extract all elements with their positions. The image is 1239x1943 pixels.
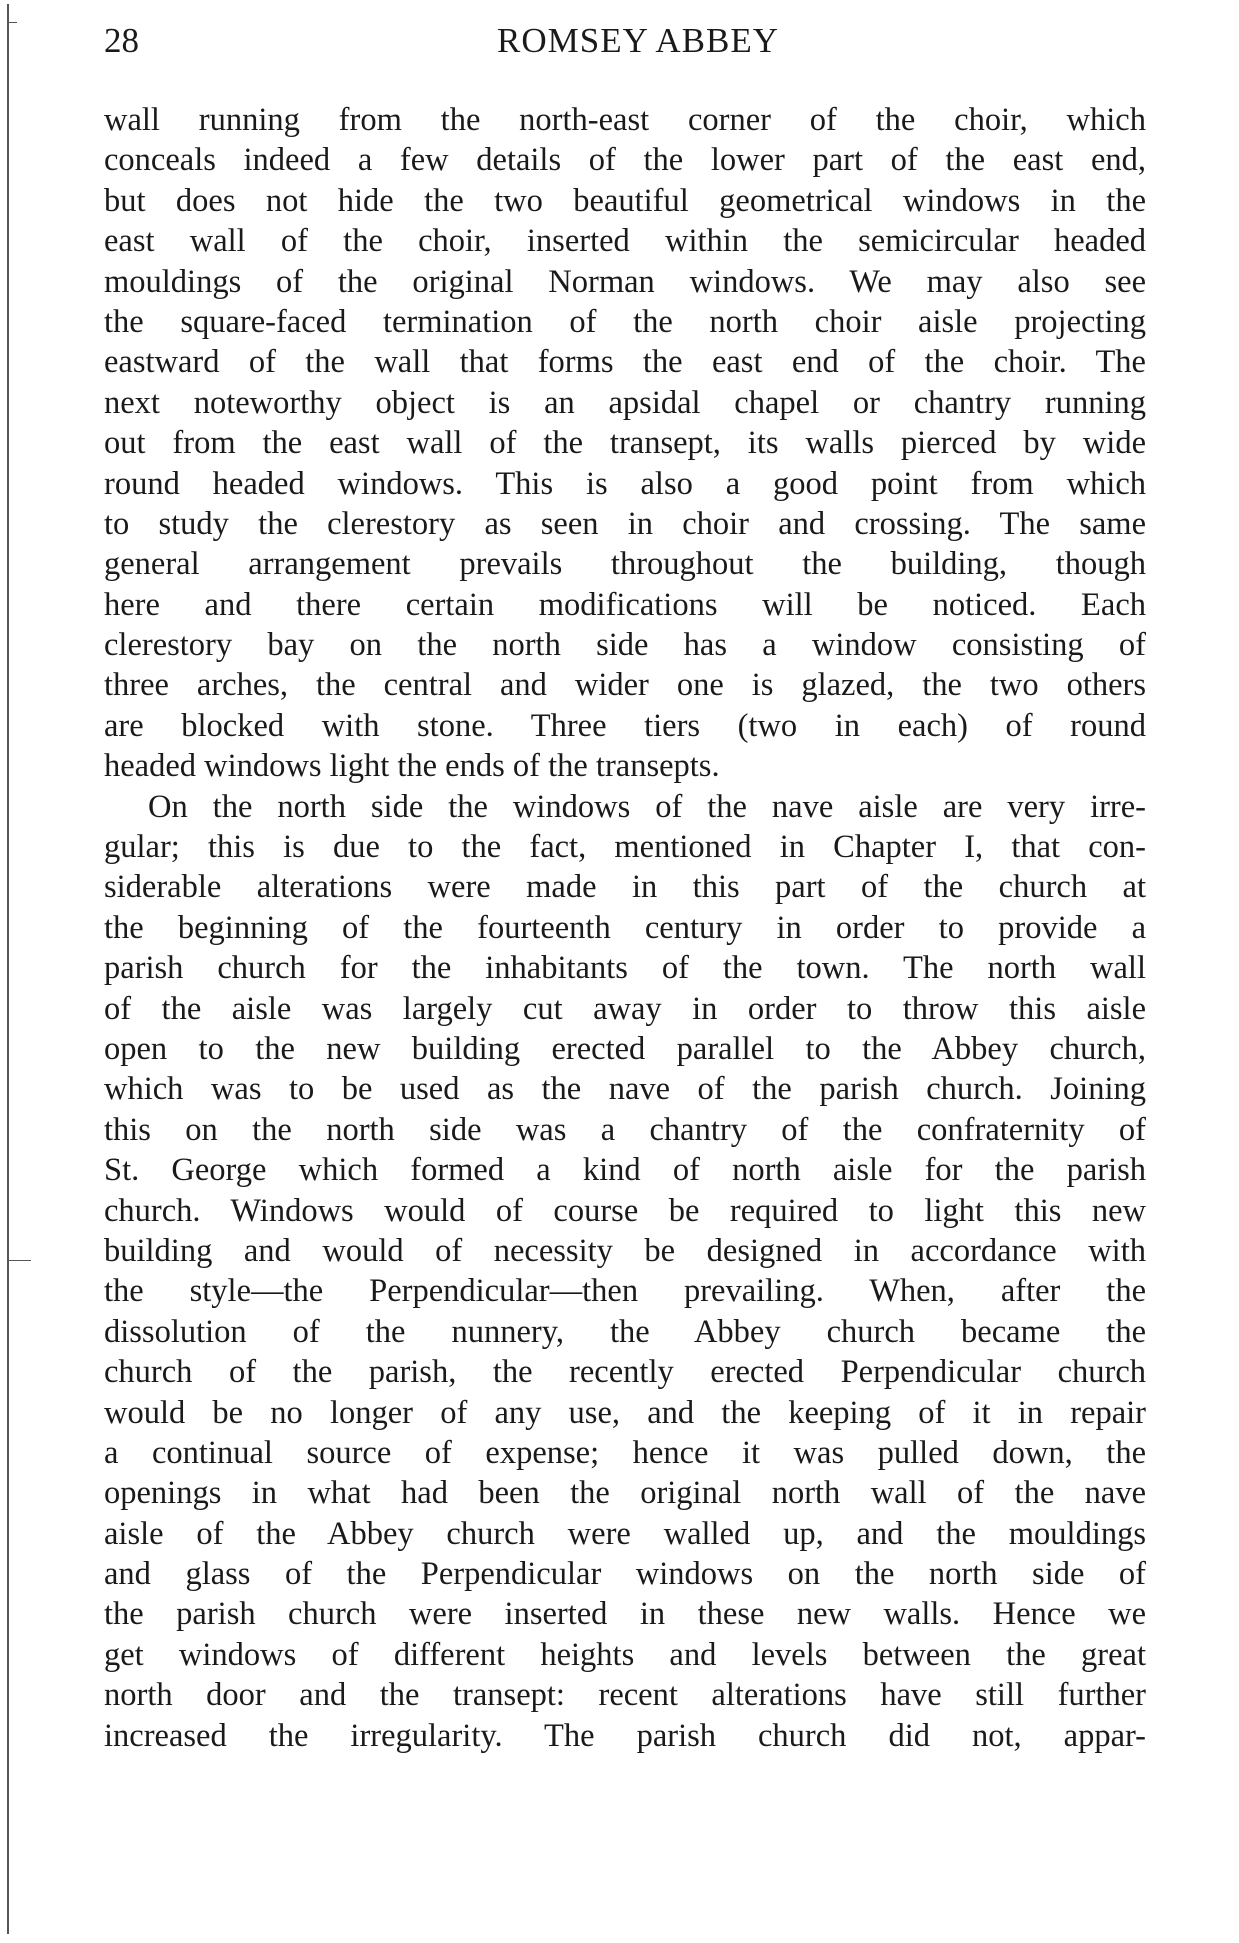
paragraph: [104, 787, 1146, 1756]
text-line: the square-faced termination of the north choir aisle projecting: [104, 303, 1146, 340]
text-line: are blocked with stone. Three tiers (two in each) of round: [104, 707, 1146, 744]
page-edge-mark: [9, 1260, 31, 1261]
text-line: the beginning of the fourteenth century in order to provide a: [104, 909, 1146, 946]
text-line: out from the east wall of the transept, its walls pierced by wide: [104, 425, 1146, 462]
text-line: siderable alterations were made in this part of the church at: [104, 869, 1146, 906]
text-line: headed windows light the ends of the transepts.: [104, 748, 720, 785]
text-line: to study the clerestory as seen in choir and crossing. The same: [104, 505, 1146, 542]
text-line: which was to be used as the nave of the parish church. Joining: [104, 1071, 1146, 1108]
text-line: a continual source of expense; hence it was pulled down, the: [104, 1434, 1146, 1471]
text-line: general arrangement prevails throughout the building, though: [104, 546, 1146, 583]
text-line: east wall of the choir, inserted within the semicircular headed: [104, 223, 1146, 260]
text-line: conceals indeed a few details of the lower part of the east end,: [104, 142, 1146, 179]
text-line: building and would of necessity be designed in accordance with: [104, 1232, 1146, 1269]
text-line: the parish church were inserted in these new walls. Hence we: [104, 1596, 1146, 1633]
text-line: wall running from the north-east corner of the choir, which: [104, 102, 1146, 138]
text-line: open to the new building erected parallel to the Abbey church,: [104, 1030, 1146, 1067]
text-line: get windows of different heights and levels between the great: [104, 1636, 1146, 1673]
text-line: this on the north side was a chantry of the confraternity of: [104, 1111, 1146, 1148]
text-line: church of the parish, the recently erected Perpendicular church: [104, 1354, 1146, 1391]
text-line: of the aisle was largely cut away in order to throw this aisle: [104, 990, 1146, 1027]
text-line: aisle of the Abbey church were walled up, and the mouldings: [104, 1515, 1146, 1552]
body-text: [104, 100, 1146, 1756]
text-line: parish church for the inhabitants of the town. The north wall: [104, 950, 1146, 987]
text-line: north door and the transept: recent alterations have still further: [104, 1677, 1146, 1714]
text-line: dissolution of the nunnery, the Abbey church became the: [104, 1313, 1146, 1350]
page-header: [104, 18, 1146, 64]
text-line: church. Windows would of course be required to light this new: [104, 1192, 1146, 1229]
page-edge-line: [7, 4, 9, 1934]
text-line: would be no longer of any use, and the keeping of it in repair: [104, 1394, 1146, 1431]
text-line: round headed windows. This is also a good point from which: [104, 465, 1146, 502]
paragraph: [104, 100, 1146, 787]
text-line: but does not hide the two beautiful geometrical windows in the: [104, 182, 1146, 219]
page-number: 28: [104, 21, 139, 60]
text-line: St. George which formed a kind of north aisle for the parish: [104, 1152, 1146, 1189]
text-line: next noteworthy object is an apsidal chapel or chantry running: [104, 384, 1146, 421]
running-title: ROMSEY ABBEY: [496, 21, 779, 60]
text-line: increased the irregularity. The parish church did not, appar-: [104, 1717, 1146, 1754]
text-line: On the north side the windows of the nave aisle are very irre-: [148, 788, 1146, 825]
page-edge-mark: [9, 22, 17, 23]
text-line: openings in what had been the original north wall of the nave: [104, 1475, 1146, 1512]
text-line: clerestory bay on the north side has a window consisting of: [104, 627, 1146, 664]
text-line: gular; this is due to the fact, mentioned in Chapter I, that con-: [104, 829, 1146, 866]
text-line: here and there certain modifications will be noticed. Each: [104, 586, 1146, 623]
text-line: mouldings of the original Norman windows. We may also see: [104, 263, 1146, 300]
text-line: the style—the Perpendicular—then prevailing. When, after the: [104, 1273, 1146, 1310]
text-line: three arches, the central and wider one is glazed, the two others: [104, 667, 1146, 704]
text-line: and glass of the Perpendicular windows on the north side of: [104, 1556, 1146, 1593]
text-line: eastward of the wall that forms the east end of the choir. The: [104, 344, 1146, 381]
